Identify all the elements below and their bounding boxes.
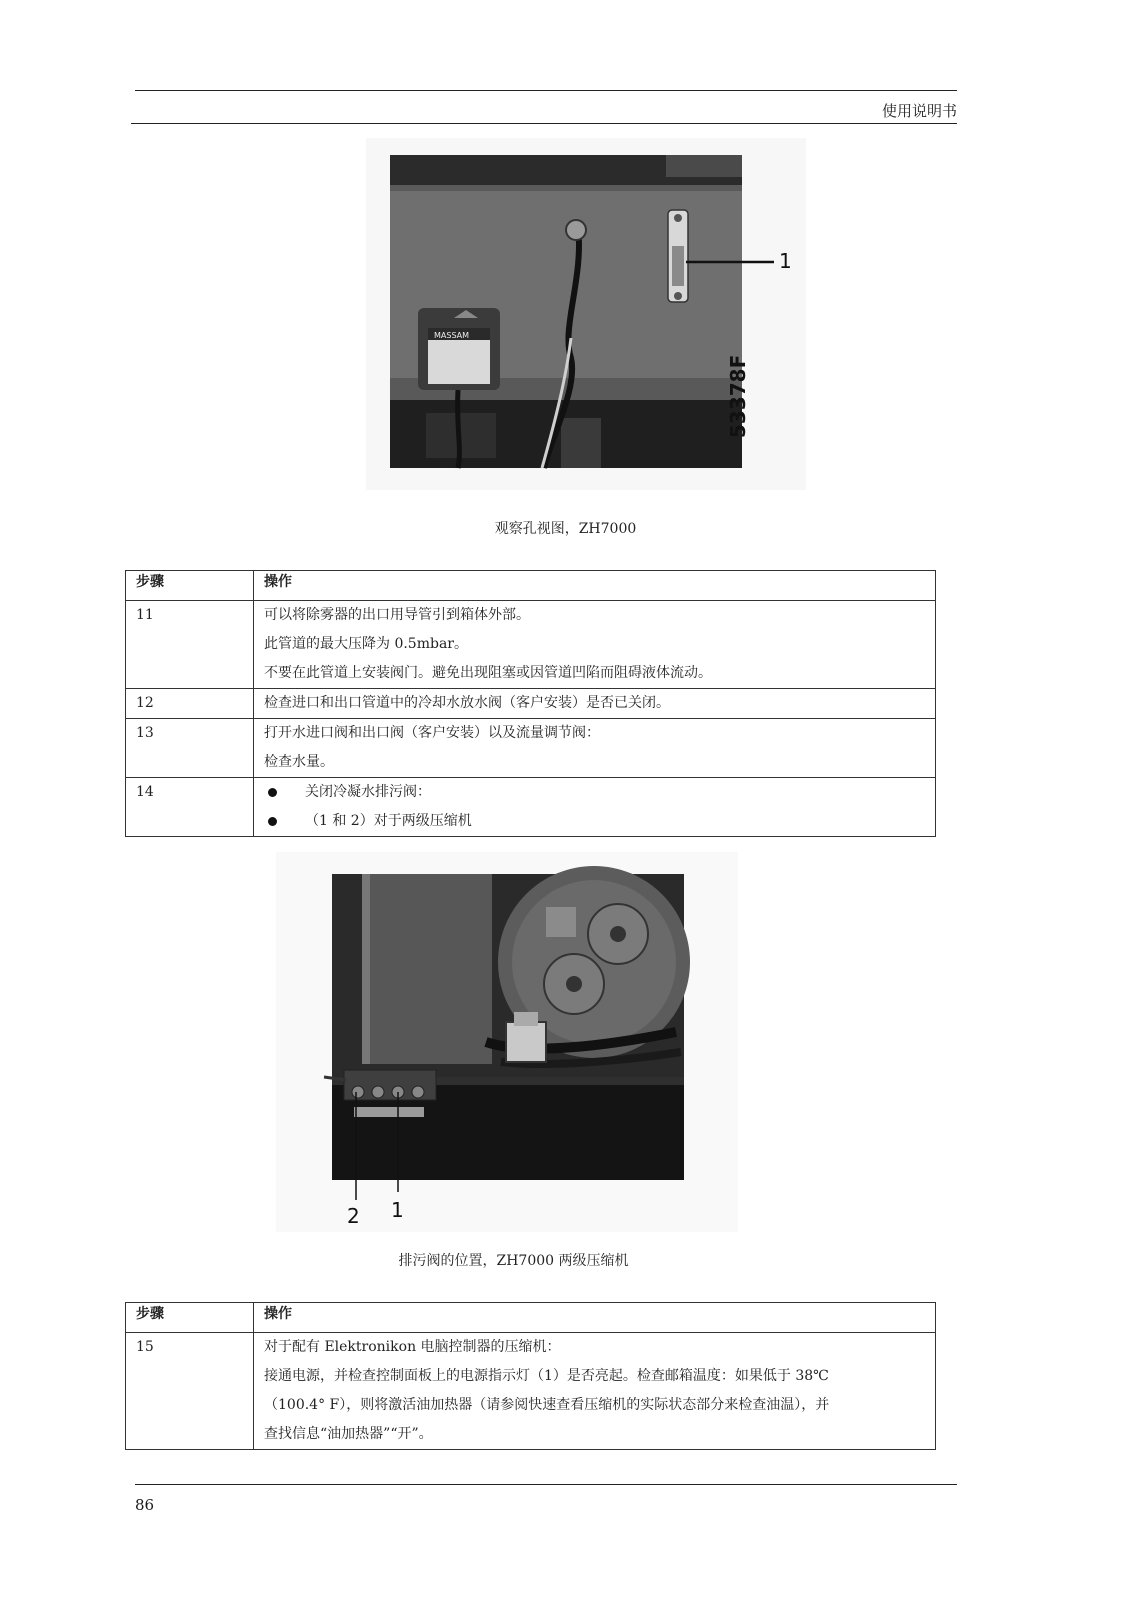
action-line: 检查进口和出口管道中的冷却水放水阀（客户安装）是否已关闭。 xyxy=(264,695,670,711)
table-header-row xyxy=(126,1303,936,1333)
bullet-dot-icon xyxy=(268,817,277,826)
steps-table-1 xyxy=(125,570,936,837)
table-row xyxy=(126,778,936,837)
table-row xyxy=(126,1333,936,1450)
table-header-row xyxy=(126,571,936,601)
page-number: 86 xyxy=(135,1496,155,1514)
bullet-text: 关闭冷凝水排污阀： xyxy=(305,784,431,800)
col-action-header: 操作 xyxy=(254,571,936,601)
step-number: 15 xyxy=(136,1339,154,1355)
table-row xyxy=(126,601,936,689)
step-number: 14 xyxy=(136,784,154,800)
col-action-header: 操作 xyxy=(254,1303,936,1333)
table-row xyxy=(126,689,936,719)
footer-rule xyxy=(135,1484,957,1485)
figure1-caption: 观察孔视图，ZH7000 xyxy=(494,521,637,537)
bullet-item xyxy=(264,807,935,836)
col-step-header: 步骤 xyxy=(126,571,254,601)
step-number: 11 xyxy=(136,607,154,623)
action-line: （100.4° F），则将激活油加热器（请参阅快速查看压缩机的实际状态部分来检查油温），并 xyxy=(264,1397,830,1413)
figure-code: 53378F xyxy=(726,354,750,438)
bullet-item xyxy=(264,778,935,807)
figure2-caption: 排污阀的位置，ZH7000 两级压缩机 xyxy=(398,1253,629,1269)
action-line: 接通电源，并检查控制面板上的电源指示灯（1）是否亮起。检查邮箱温度：如果低于 38℃ xyxy=(264,1368,829,1384)
action-line: 查找信息“油加热器”“开”。 xyxy=(264,1426,433,1442)
drain-valves-photo xyxy=(276,852,738,1232)
action-line: 检查水量。 xyxy=(264,754,334,770)
action-line: 打开水进口阀和出口阀（客户安装）以及流量调节阀： xyxy=(264,725,600,741)
action-line: 对于配有 Elektronikon 电脑控制器的压缩机： xyxy=(264,1339,561,1355)
callout-1: 1 xyxy=(391,1198,404,1222)
action-line: 可以将除雾器的出口用导管引到箱体外部。 xyxy=(264,607,530,623)
col-step-header: 步骤 xyxy=(126,1303,254,1333)
steps-table-2 xyxy=(125,1302,936,1450)
step-number: 12 xyxy=(136,695,154,711)
action-line: 此管道的最大压降为 0.5mbar。 xyxy=(264,636,468,652)
figure-sight-glass xyxy=(366,138,806,490)
figure-drain-valves xyxy=(276,852,738,1232)
bullet-dot-icon xyxy=(268,788,277,797)
bullet-text: （1 和 2）对于两级压缩机 xyxy=(305,813,472,829)
callout-1: 1 xyxy=(779,249,792,273)
callout-2: 2 xyxy=(347,1204,360,1228)
sensor-label-text: MASSAM xyxy=(434,331,470,340)
action-line: 不要在此管道上安装阀门。避免出现阻塞或因管道凹陷而阻碍液体流动。 xyxy=(264,665,712,681)
header-rule-top xyxy=(135,90,957,91)
header-title: 使用说明书 xyxy=(881,102,957,120)
step-number: 13 xyxy=(136,725,154,741)
header-rule-bottom xyxy=(131,123,957,124)
table-row xyxy=(126,719,936,778)
